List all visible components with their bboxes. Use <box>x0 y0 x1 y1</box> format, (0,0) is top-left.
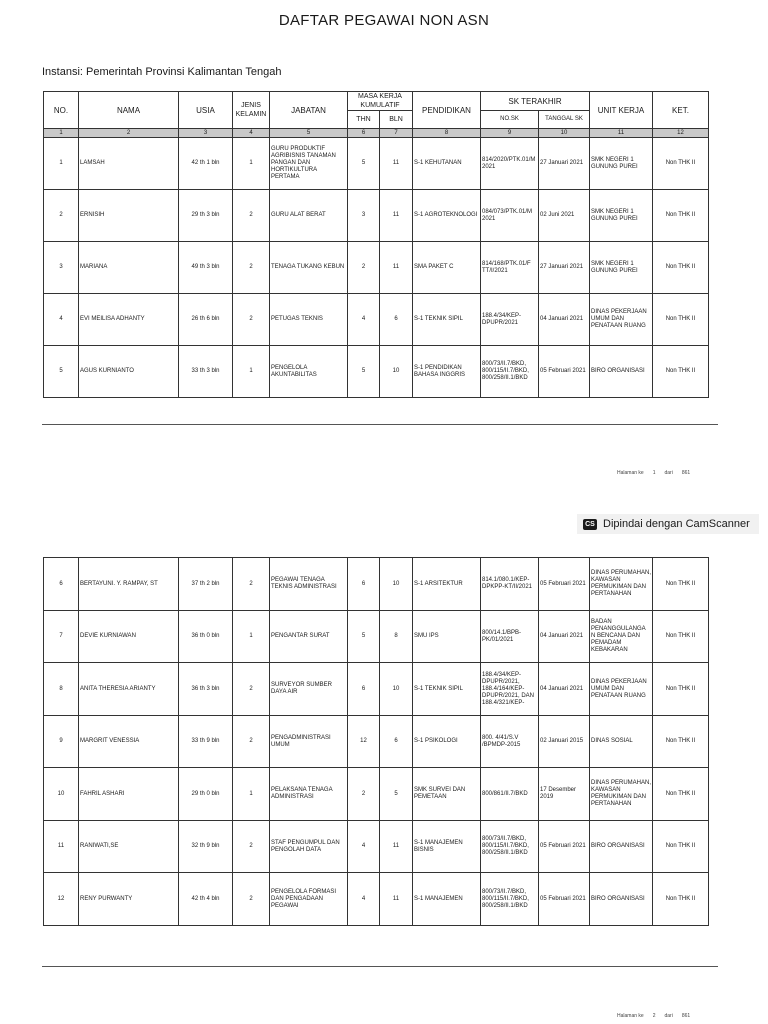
cell-thn: 4 <box>348 873 380 926</box>
column-number: 4 <box>233 129 270 138</box>
cell-nama: FAHRIL ASHARI <box>79 768 179 821</box>
cell-tanggal-sk: 04 Januari 2021 <box>539 611 590 663</box>
cell-ket: Non THK II <box>653 558 709 611</box>
cell-jenis-kelamin: 2 <box>233 873 270 926</box>
cell-no: 5 <box>44 346 79 398</box>
cell-unit-kerja: SMK NEGERI 1 GUNUNG PUREI <box>590 190 653 242</box>
header-thn: THN <box>348 111 380 129</box>
cell-jenis-kelamin: 1 <box>233 346 270 398</box>
cell-unit-kerja: BIRO ORGANISASI <box>590 873 653 926</box>
column-number: 12 <box>653 129 709 138</box>
cell-no: 3 <box>44 242 79 294</box>
cell-usia: 42 th 4 bln <box>179 873 233 926</box>
cell-thn: 4 <box>348 294 380 346</box>
column-number: 11 <box>590 129 653 138</box>
cell-thn: 2 <box>348 242 380 294</box>
cell-unit-kerja: DINAS PERUMAHAN, KAWASAN PERMUKIMAN DAN PERTANAHAN <box>590 558 653 611</box>
cell-tanggal-sk: 17 Desember 2019 <box>539 768 590 821</box>
cell-no: 8 <box>44 663 79 716</box>
cell-bln: 11 <box>380 190 413 242</box>
cell-thn: 12 <box>348 716 380 768</box>
header-sk-terakhir: SK TERAKHIR <box>481 92 590 111</box>
cell-no-sk: 188.4/34/KEP-DPUPR/2021, 188.4/164/KEP-DPUPR/2021, DAN 188.4/321/KEP- <box>481 663 539 716</box>
cell-usia: 49 th 3 bln <box>179 242 233 294</box>
cell-tanggal-sk: 05 Februari 2021 <box>539 821 590 873</box>
cell-pendidikan: S-1 MANAJEMEN BISNIS <box>413 821 481 873</box>
employee-table-page-1 <box>43 91 709 398</box>
page-divider <box>42 966 718 967</box>
cell-bln: 10 <box>380 346 413 398</box>
table-row <box>44 873 709 926</box>
header-nama: NAMA <box>79 92 179 129</box>
cell-pendidikan: S-1 MANAJEMEN <box>413 873 481 926</box>
cell-nama: DEVIE KURNIAWAN <box>79 611 179 663</box>
cell-no: 4 <box>44 294 79 346</box>
table-row <box>44 294 709 346</box>
header-bln: BLN <box>380 111 413 129</box>
cell-unit-kerja: BADAN PENANGGULANGA N BENCANA DAN PEMADAM KEBAKARAN <box>590 611 653 663</box>
cell-pendidikan: S-1 TEKNIK SIPIL <box>413 663 481 716</box>
footer-label: Halaman ke <box>617 470 644 476</box>
cell-unit-kerja: SMK NEGERI 1 GUNUNG PUREI <box>590 138 653 190</box>
cell-no-sk: 800/73/II.7/BKD, 800/115/II.7/BKD, 800/258/II.1/BKD <box>481 346 539 398</box>
cell-tanggal-sk: 05 Februari 2021 <box>539 873 590 926</box>
cell-bln: 8 <box>380 611 413 663</box>
cell-no: 7 <box>44 611 79 663</box>
header-pendidikan: PENDIDIKAN <box>413 92 481 129</box>
table-row <box>44 768 709 821</box>
page-divider <box>42 424 718 425</box>
cell-jabatan: GURU PRODUKTIF AGRIBISNIS TANAMAN PANGAN DAN HORTIKULTURA PERTAMA <box>270 138 348 190</box>
cell-bln: 11 <box>380 242 413 294</box>
footer-total: 861 <box>681 470 691 476</box>
cell-jabatan: TENAGA TUKANG KEBUN <box>270 242 348 294</box>
footer-dari: dari <box>664 470 673 476</box>
cell-jabatan: SURVEYOR SUMBER DAYA AIR <box>270 663 348 716</box>
employee-table-page-2 <box>43 557 709 926</box>
page-footer <box>617 1013 699 1019</box>
cell-jenis-kelamin: 1 <box>233 611 270 663</box>
cell-nama: MARIANA <box>79 242 179 294</box>
cell-jabatan: PENGELOLA FORMASI DAN PENGADAAN PEGAWAI <box>270 873 348 926</box>
page-footer <box>617 470 699 476</box>
cell-ket: Non THK II <box>653 346 709 398</box>
table-row <box>44 663 709 716</box>
cell-jenis-kelamin: 2 <box>233 190 270 242</box>
cell-pendidikan: S-1 AGROTEKNOLOGI <box>413 190 481 242</box>
column-number: 2 <box>79 129 179 138</box>
cell-no-sk: 800/73/II.7/BKD, 800/115/II.7/BKD, 800/258/II.1/BKD <box>481 873 539 926</box>
column-number: 1 <box>44 129 79 138</box>
cell-usia: 36 th 3 bln <box>179 663 233 716</box>
cell-jenis-kelamin: 2 <box>233 663 270 716</box>
cell-unit-kerja: SMK NEGERI 1 GUNUNG PUREI <box>590 242 653 294</box>
cell-bln: 11 <box>380 873 413 926</box>
cell-tanggal-sk: 02 Juni 2021 <box>539 190 590 242</box>
cell-ket: Non THK II <box>653 768 709 821</box>
cell-jenis-kelamin: 2 <box>233 716 270 768</box>
cell-usia: 29 th 0 bln <box>179 768 233 821</box>
cell-unit-kerja: BIRO ORGANISASI <box>590 821 653 873</box>
column-number: 10 <box>539 129 590 138</box>
cell-thn: 5 <box>348 611 380 663</box>
instansi-label: Instansi: Pemerintah Provinsi Kalimantan Tengah <box>42 66 282 78</box>
cell-nama: AGUS KURNIANTO <box>79 346 179 398</box>
cell-nama: RANIWATI,SE <box>79 821 179 873</box>
cell-bln: 10 <box>380 663 413 716</box>
footer-total: 861 <box>681 1013 691 1019</box>
cell-nama: EVI MEILISA ADHANTY <box>79 294 179 346</box>
column-number: 9 <box>481 129 539 138</box>
footer-page: 1 <box>652 470 656 476</box>
header-masa-kerja: MASA KERJA KUMULATIF <box>348 92 413 111</box>
cell-tanggal-sk: 02 Januari 2015 <box>539 716 590 768</box>
cell-jenis-kelamin: 2 <box>233 242 270 294</box>
cell-pendidikan: S-1 KEHUTANAN <box>413 138 481 190</box>
cell-jenis-kelamin: 2 <box>233 821 270 873</box>
cell-jenis-kelamin: 1 <box>233 138 270 190</box>
table-row <box>44 138 709 190</box>
cell-usia: 42 th 1 bln <box>179 138 233 190</box>
cell-pendidikan: SMU IPS <box>413 611 481 663</box>
cell-no-sk: 188.4/34/KEP-DPUPR/2021 <box>481 294 539 346</box>
cell-bln: 11 <box>380 138 413 190</box>
table-row <box>44 611 709 663</box>
cell-thn: 3 <box>348 190 380 242</box>
cell-jabatan: PENGANTAR SURAT <box>270 611 348 663</box>
cell-thn: 6 <box>348 558 380 611</box>
cell-no: 12 <box>44 873 79 926</box>
cell-no-sk: 800. 4/41/S.V /BPMDP-2015 <box>481 716 539 768</box>
cell-jenis-kelamin: 2 <box>233 558 270 611</box>
table-row <box>44 190 709 242</box>
cell-jabatan: GURU ALAT BERAT <box>270 190 348 242</box>
cell-thn: 5 <box>348 346 380 398</box>
column-number: 7 <box>380 129 413 138</box>
cell-tanggal-sk: 04 Januari 2021 <box>539 663 590 716</box>
cell-pendidikan: S-1 PENDIDIKAN BAHASA INGGRIS <box>413 346 481 398</box>
cell-bln: 5 <box>380 768 413 821</box>
cell-no: 1 <box>44 138 79 190</box>
cell-nama: RENY PURWANTY <box>79 873 179 926</box>
cell-ket: Non THK II <box>653 873 709 926</box>
cell-no-sk: 814/168/PTK.01/F TT/I/2021 <box>481 242 539 294</box>
header-tanggal-sk: TANGGAL SK <box>539 111 590 129</box>
cell-jabatan: PETUGAS TEKNIS <box>270 294 348 346</box>
table-row <box>44 242 709 294</box>
camscanner-text: Dipindai dengan CamScanner <box>603 518 750 530</box>
header-ket: KET. <box>653 92 709 129</box>
cell-ket: Non THK II <box>653 611 709 663</box>
cell-thn: 4 <box>348 821 380 873</box>
cell-tanggal-sk: 04 Januari 2021 <box>539 294 590 346</box>
cell-ket: Non THK II <box>653 821 709 873</box>
cell-bln: 6 <box>380 294 413 346</box>
cell-pendidikan: S-1 TEKNIK SIPIL <box>413 294 481 346</box>
cell-ket: Non THK II <box>653 663 709 716</box>
cell-no-sk: 800/861/II.7/BKD <box>481 768 539 821</box>
cell-no: 10 <box>44 768 79 821</box>
cell-no: 2 <box>44 190 79 242</box>
cell-nama: ANITA THERESIA ARIANTY <box>79 663 179 716</box>
cell-usia: 33 th 9 bln <box>179 716 233 768</box>
cell-ket: Non THK II <box>653 294 709 346</box>
cell-jenis-kelamin: 2 <box>233 294 270 346</box>
footer-dari: dari <box>664 1013 673 1019</box>
header-jabatan: JABATAN <box>270 92 348 129</box>
cell-pendidikan: S-1 PSIKOLOGI <box>413 716 481 768</box>
cell-bln: 10 <box>380 558 413 611</box>
table-row <box>44 716 709 768</box>
cell-tanggal-sk: 05 Februari 2021 <box>539 558 590 611</box>
cell-no-sk: 814.1/080.1/KEP-DPKPP-KT/II/2021 <box>481 558 539 611</box>
cell-nama: MARGRIT VENESSIA <box>79 716 179 768</box>
camscanner-banner <box>577 514 759 534</box>
cell-jenis-kelamin: 1 <box>233 768 270 821</box>
cell-pendidikan: SMK SURVEI DAN PEMETAAN <box>413 768 481 821</box>
cell-usia: 37 th 2 bln <box>179 558 233 611</box>
header-unit-kerja: UNIT KERJA <box>590 92 653 129</box>
cell-ket: Non THK II <box>653 190 709 242</box>
cell-usia: 29 th 3 bln <box>179 190 233 242</box>
footer-page: 2 <box>652 1013 656 1019</box>
cell-unit-kerja: DINAS SOSIAL <box>590 716 653 768</box>
table-row <box>44 821 709 873</box>
cell-unit-kerja: DINAS PERUMAHAN, KAWASAN PERMUKIMAN DAN PERTANAHAN <box>590 768 653 821</box>
cell-unit-kerja: BIRO ORGANISASI <box>590 346 653 398</box>
cell-usia: 36 th 0 bln <box>179 611 233 663</box>
cell-no-sk: 814/2020/PTK.01/M 2021 <box>481 138 539 190</box>
header-jenis-kelamin: JENIS KELAMIN <box>233 92 270 129</box>
cell-tanggal-sk: 05 Februari 2021 <box>539 346 590 398</box>
cell-jabatan: STAF PENGUMPUL DAN PENGOLAH DATA <box>270 821 348 873</box>
header-no: NO. <box>44 92 79 129</box>
cell-no: 9 <box>44 716 79 768</box>
cell-nama: LAMSAH <box>79 138 179 190</box>
column-number: 3 <box>179 129 233 138</box>
column-number: 8 <box>413 129 481 138</box>
cell-no: 6 <box>44 558 79 611</box>
table-row <box>44 346 709 398</box>
cell-pendidikan: SMA PAKET C <box>413 242 481 294</box>
cell-bln: 6 <box>380 716 413 768</box>
header-usia: USIA <box>179 92 233 129</box>
cell-tanggal-sk: 27 Januari 2021 <box>539 138 590 190</box>
cell-jabatan: PELAKSANA TENAGA ADMINISTRASI <box>270 768 348 821</box>
footer-label: Halaman ke <box>617 1013 644 1019</box>
cell-ket: Non THK II <box>653 138 709 190</box>
cell-jabatan: PENGELOLA AKUNTABILITAS <box>270 346 348 398</box>
cell-tanggal-sk: 27 Januari 2021 <box>539 242 590 294</box>
cell-thn: 5 <box>348 138 380 190</box>
camscanner-logo-icon: CS <box>583 519 597 530</box>
cell-thn: 6 <box>348 663 380 716</box>
cell-usia: 26 th 6 bln <box>179 294 233 346</box>
cell-no: 11 <box>44 821 79 873</box>
cell-unit-kerja: DINAS PEKERJAAN UMUM DAN PENATAAN RUANG <box>590 663 653 716</box>
cell-no-sk: 800/73/II.7/BKD, 800/115/II.7/BKD, 800/258/II.1/BKD <box>481 821 539 873</box>
cell-ket: Non THK II <box>653 716 709 768</box>
table-row <box>44 558 709 611</box>
header-no-sk: NO.SK <box>481 111 539 129</box>
cell-usia: 32 th 9 bln <box>179 821 233 873</box>
cell-unit-kerja: DINAS PEKERJAAN UMUM DAN PENATAAN RUANG <box>590 294 653 346</box>
document-title: DAFTAR PEGAWAI NON ASN <box>278 12 490 29</box>
cell-nama: BERTAYUNI. Y. RAMPAY, ST <box>79 558 179 611</box>
cell-usia: 33 th 3 bln <box>179 346 233 398</box>
cell-jabatan: PEGAWAI TENAGA TEKNIS ADMINISTRASI <box>270 558 348 611</box>
cell-thn: 2 <box>348 768 380 821</box>
column-number: 6 <box>348 129 380 138</box>
cell-no-sk: 800/14.1/BPB-PK/01/2021 <box>481 611 539 663</box>
cell-nama: ERNISIH <box>79 190 179 242</box>
cell-bln: 11 <box>380 821 413 873</box>
cell-jabatan: PENGADMINISTRASI UMUM <box>270 716 348 768</box>
cell-no-sk: 084/073/PTK.01/M 2021 <box>481 190 539 242</box>
column-number: 5 <box>270 129 348 138</box>
cell-pendidikan: S-1 ARSITEKTUR <box>413 558 481 611</box>
cell-ket: Non THK II <box>653 242 709 294</box>
